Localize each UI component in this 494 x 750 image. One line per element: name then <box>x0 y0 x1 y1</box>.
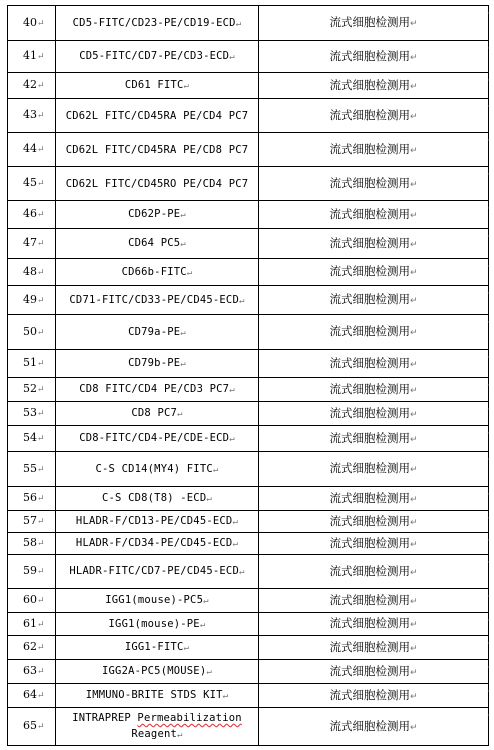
reagent-name: HLADR-FITC/CD7-PE/CD45-ECD↵ <box>56 555 259 589</box>
row-end-mark: · <box>487 262 490 272</box>
usage-cell: 流式细胞检测用↵ <box>259 315 489 350</box>
usage-cell: 流式细胞检测用↵ <box>259 99 489 133</box>
row-number: 40↵ <box>8 6 56 41</box>
row-number: 50↵ <box>8 315 56 350</box>
usage-cell: 流式细胞检测用↵ <box>259 684 489 708</box>
table-row <box>8 487 489 511</box>
reagent-name: CD5-FITC/CD7-PE/CD3-ECD↵ <box>56 41 259 73</box>
row-end-mark: · <box>487 711 490 721</box>
row-number: 63↵ <box>8 660 56 684</box>
table-row <box>8 378 489 402</box>
row-end-mark: · <box>487 318 490 328</box>
reagent-name: CD62L FITC/CD45RA PE/CD8 PC7 <box>56 133 259 167</box>
usage-cell: 流式细胞检测用↵ <box>259 133 489 167</box>
table-row <box>8 6 489 41</box>
usage-cell: 流式细胞检测用↵ <box>259 511 489 533</box>
row-end-mark: · <box>487 592 490 602</box>
reagent-table-body <box>8 6 489 746</box>
usage-cell: 流式细胞检测用↵ <box>259 426 489 452</box>
row-end-mark: · <box>487 639 490 649</box>
row-number: 54↵ <box>8 426 56 452</box>
row-number: 62↵ <box>8 636 56 660</box>
row-number: 61↵ <box>8 613 56 636</box>
reagent-name: CD62L FITC/CD45RO PE/CD4 PC7 <box>56 167 259 201</box>
row-number: 52↵ <box>8 378 56 402</box>
reagent-name: C-S CD8(T8) -ECD↵ <box>56 487 259 511</box>
table-row <box>8 99 489 133</box>
table-row <box>8 613 489 636</box>
reagent-name: CD66b-FITC↵ <box>56 259 259 286</box>
reagent-name: HLADR-F/CD13-PE/CD45-ECD↵ <box>56 511 259 533</box>
row-number: 60↵ <box>8 589 56 613</box>
row-end-mark: · <box>487 514 490 524</box>
table-row <box>8 73 489 99</box>
row-number: 59↵ <box>8 555 56 589</box>
table-row <box>8 555 489 589</box>
reagent-table <box>7 5 489 746</box>
table-row <box>8 167 489 201</box>
row-number: 64↵ <box>8 684 56 708</box>
usage-cell: 流式细胞检测用↵ <box>259 6 489 41</box>
usage-cell: 流式细胞检测用↵ <box>259 41 489 73</box>
row-end-mark: · <box>487 44 490 54</box>
row-number: 48↵ <box>8 259 56 286</box>
reagent-name: IGG2A-PC5(MOUSE)↵ <box>56 660 259 684</box>
usage-cell: 流式细胞检测用↵ <box>259 350 489 378</box>
usage-cell: 流式细胞检测用↵ <box>259 452 489 487</box>
row-end-mark: · <box>487 289 490 299</box>
table-row <box>8 533 489 555</box>
row-end-mark: · <box>487 405 490 415</box>
row-end-mark: · <box>487 663 490 673</box>
usage-cell: 流式细胞检测用↵ <box>259 708 489 746</box>
table-row <box>8 511 489 533</box>
table-row <box>8 684 489 708</box>
row-end-mark: · <box>487 429 490 439</box>
row-number: 57↵ <box>8 511 56 533</box>
reagent-name: IGG1(mouse)-PC5↵ <box>56 589 259 613</box>
reagent-name: CD79a-PE↵ <box>56 315 259 350</box>
usage-cell: 流式细胞检测用↵ <box>259 555 489 589</box>
row-end-mark: · <box>487 455 490 465</box>
usage-cell: 流式细胞检测用↵ <box>259 613 489 636</box>
reagent-name: CD64 PC5↵ <box>56 229 259 259</box>
spellcheck-underlined-word: Permeabilization <box>137 712 242 724</box>
usage-cell: 流式细胞检测用↵ <box>259 402 489 426</box>
reagent-name: CD61 FITC↵ <box>56 73 259 99</box>
row-end-mark: · <box>487 9 490 19</box>
row-end-mark: · <box>487 136 490 146</box>
row-number: 51↵ <box>8 350 56 378</box>
row-end-mark: · <box>487 204 490 214</box>
usage-cell: 流式细胞检测用↵ <box>259 229 489 259</box>
usage-cell: 流式细胞检测用↵ <box>259 73 489 99</box>
row-number: 45↵ <box>8 167 56 201</box>
row-end-mark: · <box>487 353 490 363</box>
row-end-mark: · <box>487 232 490 242</box>
reagent-name: CD8 FITC/CD4 PE/CD3 PC7↵ <box>56 378 259 402</box>
row-number: 65↵ <box>8 708 56 746</box>
table-row <box>8 133 489 167</box>
reagent-name: HLADR-F/CD34-PE/CD45-ECD↵ <box>56 533 259 555</box>
row-number: 41↵ <box>8 41 56 73</box>
row-end-mark: · <box>487 558 490 568</box>
table-row <box>8 315 489 350</box>
row-number: 56↵ <box>8 487 56 511</box>
row-end-mark: · <box>487 616 490 626</box>
row-number: 53↵ <box>8 402 56 426</box>
row-number: 58↵ <box>8 533 56 555</box>
reagent-name: CD79b-PE↵ <box>56 350 259 378</box>
reagent-name: CD8-FITC/CD4-PE/CDE-ECD↵ <box>56 426 259 452</box>
reagent-name: C-S CD14(MY4) FITC↵ <box>56 452 259 487</box>
reagent-name: INTRAPREP Permeabilization Reagent↵ <box>56 708 259 746</box>
usage-cell: 流式细胞检测用↵ <box>259 378 489 402</box>
reagent-name: IGG1-FITC↵ <box>56 636 259 660</box>
reagent-name: CD62P-PE↵ <box>56 201 259 229</box>
table-row <box>8 589 489 613</box>
usage-cell: 流式细胞检测用↵ <box>259 167 489 201</box>
usage-cell: 流式细胞检测用↵ <box>259 259 489 286</box>
usage-cell: 流式细胞检测用↵ <box>259 286 489 315</box>
row-end-mark: · <box>487 687 490 697</box>
row-number: 42↵ <box>8 73 56 99</box>
table-row <box>8 708 489 746</box>
usage-cell: 流式细胞检测用↵ <box>259 533 489 555</box>
table-row <box>8 259 489 286</box>
reagent-name: IGG1(mouse)-PE↵ <box>56 613 259 636</box>
row-number: 47↵ <box>8 229 56 259</box>
usage-cell: 流式细胞检测用↵ <box>259 636 489 660</box>
usage-cell: 流式细胞检测用↵ <box>259 589 489 613</box>
table-row <box>8 636 489 660</box>
table-row <box>8 229 489 259</box>
row-end-mark: · <box>487 170 490 180</box>
reagent-name: CD8 PC7↵ <box>56 402 259 426</box>
table-row <box>8 402 489 426</box>
usage-cell: 流式细胞检测用↵ <box>259 201 489 229</box>
table-row <box>8 350 489 378</box>
row-number: 44↵ <box>8 133 56 167</box>
row-end-mark: · <box>487 536 490 546</box>
row-end-mark: · <box>487 76 490 86</box>
reagent-name: IMMUNO-BRITE STDS KIT↵ <box>56 684 259 708</box>
table-row <box>8 426 489 452</box>
row-number: 46↵ <box>8 201 56 229</box>
table-row <box>8 452 489 487</box>
row-number: 43↵ <box>8 99 56 133</box>
row-number: 55↵ <box>8 452 56 487</box>
reagent-name: CD5-FITC/CD23-PE/CD19-ECD↵ <box>56 6 259 41</box>
reagent-name: CD62L FITC/CD45RA PE/CD4 PC7 <box>56 99 259 133</box>
row-number: 49↵ <box>8 286 56 315</box>
row-end-mark: · <box>487 102 490 112</box>
row-end-mark: · <box>487 381 490 391</box>
usage-cell: 流式细胞检测用↵ <box>259 487 489 511</box>
reagent-name: CD71-FITC/CD33-PE/CD45-ECD↵ <box>56 286 259 315</box>
table-row <box>8 41 489 73</box>
table-row <box>8 201 489 229</box>
row-end-mark: · <box>487 490 490 500</box>
table-row <box>8 660 489 684</box>
table-row <box>8 286 489 315</box>
usage-cell: 流式细胞检测用↵ <box>259 660 489 684</box>
